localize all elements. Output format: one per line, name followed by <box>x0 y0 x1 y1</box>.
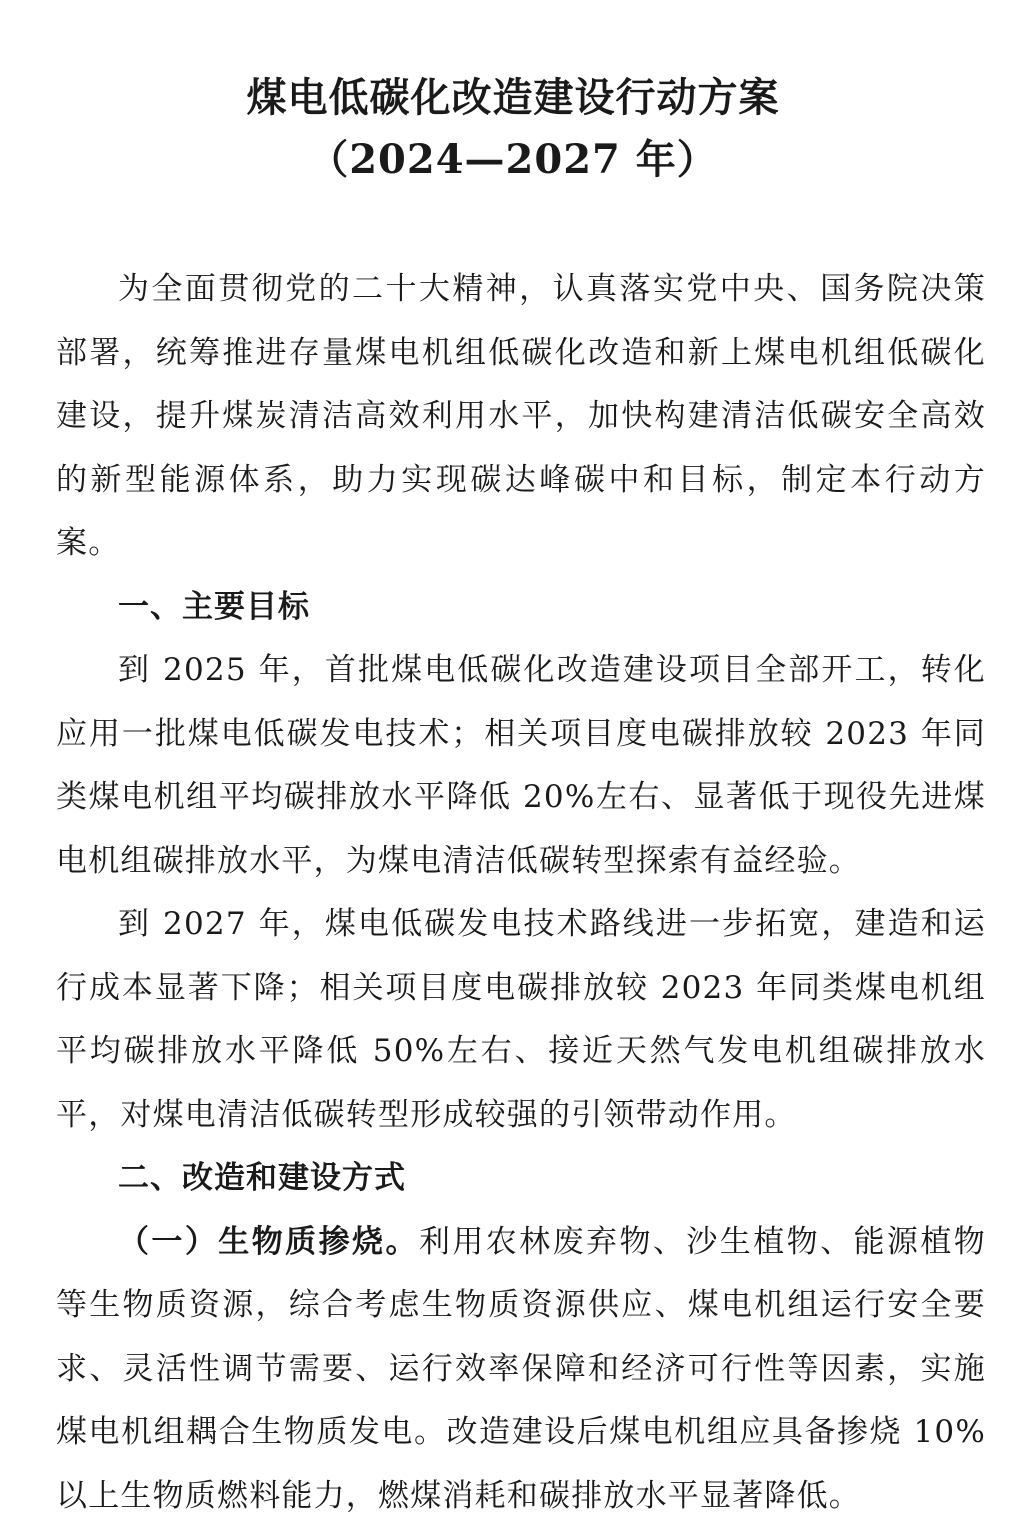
section-heading-main-goals: 一、主要目标 <box>56 576 986 640</box>
biomass-text: 利用农林废弃物、沙生植物、能源植物等生物质资源，综合考虑生物质资源供应、煤电机组运行安全要求、灵活性调节需要、运行效率保障和经济可行性等因素，实施煤电机组耦合生物质发电。改造建设后煤电机组应具备掺烧 10%以上生物质燃料能力，燃煤消耗和碳排放水平显著降低。 <box>56 1224 986 1514</box>
section-heading-methods: 二、改造和建设方式 <box>56 1147 986 1211</box>
goal-2027-paragraph: 到 2027 年，煤电低碳发电技术路线进一步拓宽，建造和运行成本显著下降；相关项目度电碳排放较 2023 年同类煤电机组平均碳排放水平降低 50%左右、接近天然气发电机组碳排放水平，对煤电清洁低碳转型形成较强的引领带动作用。 <box>56 893 986 1147</box>
biomass-lead: （一）生物质掺烧。 <box>118 1224 419 1260</box>
document-title: 煤电低碳化改造建设行动方案 <box>0 66 1026 123</box>
biomass-paragraph <box>56 1211 986 1528</box>
document-body <box>56 258 986 1528</box>
goal-2025-paragraph: 到 2025 年，首批煤电低碳化改造建设项目全部开工，转化应用一批煤电低碳发电技术；相关项目度电碳排放较 2023 年同类煤电机组平均碳排放水平降低 20%左右、显著低于现役先进煤电机组碳排放水平，为煤电清洁低碳转型探索有益经验。 <box>56 639 986 893</box>
intro-paragraph: 为全面贯彻党的二十大精神，认真落实党中央、国务院决策部署，统筹推进存量煤电机组低碳化改造和新上煤电机组低碳化建设，提升煤炭清洁高效利用水平，加快构建清洁低碳安全高效的新型能源体系，助力实现碳达峰碳中和目标，制定本行动方案。 <box>56 258 986 576</box>
document-subtitle: （2024—2027 年） <box>0 128 1026 185</box>
